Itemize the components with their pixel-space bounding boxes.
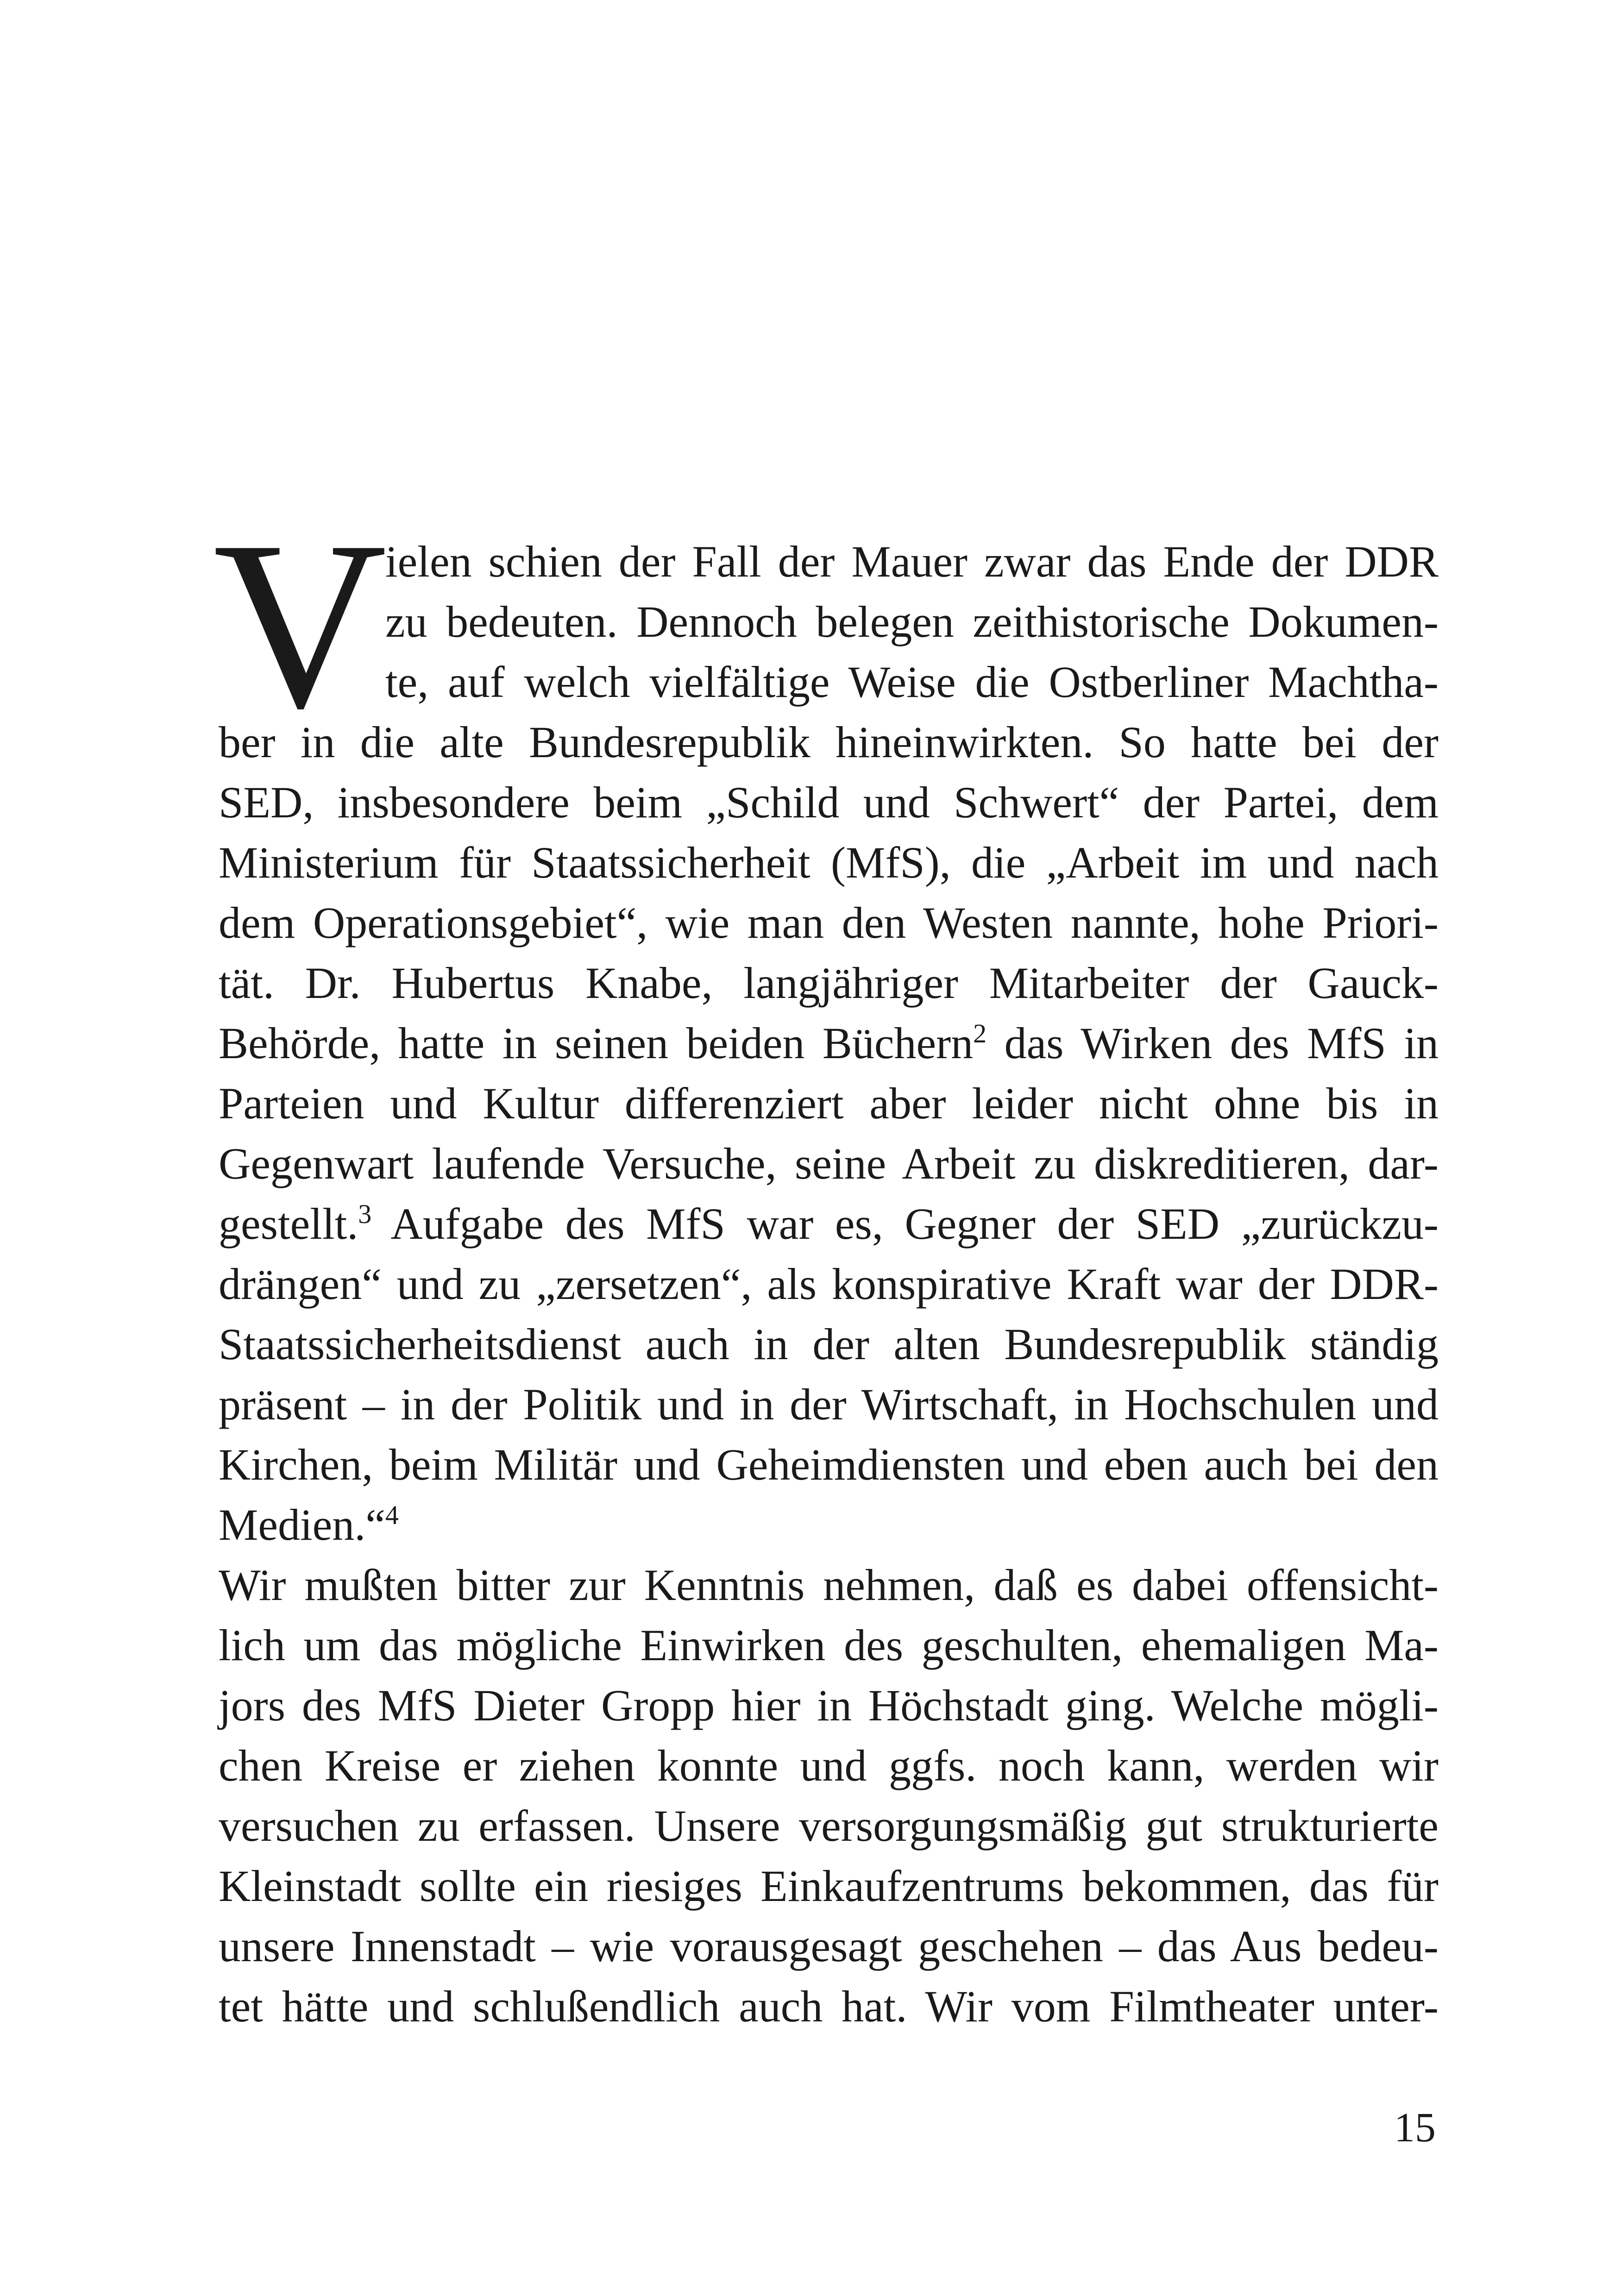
text-line: jors des MfS Dieter Gropp hier in Höchstadt ging. Welche mögli- (219, 1681, 1439, 1730)
page-number: 15 (1394, 2105, 1436, 2151)
text-line: Staatssicherheitsdienst auch in der alten Bundesrepublik ständig (219, 1319, 1439, 1369)
footnote-marker: 4 (385, 1500, 399, 1530)
text-line: gestellt.$^3$ Aufgabe des MfS war es, Gegner der SED „zurückzu- (219, 1199, 1439, 1248)
text-line: Wir mußten bitter zur Kenntnis nehmen, daß es dabei offensicht- (219, 1560, 1439, 1610)
text-line: SED, insbesondere beim „Schild und Schwert“ der Partei, dem (219, 778, 1439, 827)
text-line: tät. Dr. Hubertus Knabe, langjähriger Mitarbeiter der Gauck- (219, 958, 1439, 1008)
text-line: Ministerium für Staatssicherheit (MfS), die „Arbeit im und nach (219, 838, 1439, 887)
footnote-marker: 3 (358, 1199, 372, 1229)
footnote-marker: 2 (973, 1018, 987, 1048)
text-line: Medien.“$^4$ (219, 1500, 399, 1549)
text-line: chen Kreise er ziehen konnte und ggfs. noch kann, werden wir (219, 1741, 1439, 1790)
text-line: Behörde, hatte in seinen beiden Büchern$^2$ das Wirken des MfS in (219, 1018, 1439, 1068)
drop-cap: V (213, 492, 387, 758)
text-line: Parteien und Kultur differenziert aber leider nicht ohne bis in (219, 1079, 1439, 1128)
text-line: te, auf welch vielfältige Weise die Ostberliner Machtha- (385, 657, 1439, 707)
text-line: versuchen zu erfassen. Unsere versorgungsmäßig gut strukturierte (219, 1801, 1439, 1851)
text-line: ielen schien der Fall der Mauer zwar das Ende der DDR (385, 537, 1439, 586)
text-line: Gegenwart laufende Versuche, seine Arbeit zu diskreditieren, dar- (219, 1139, 1439, 1188)
text-line: präsent – in der Politik und in der Wirtschaft, in Hochschulen und (219, 1380, 1439, 1429)
text-line: dem Operationsgebiet“, wie man den Westen nannte, hohe Priori- (219, 898, 1439, 947)
text-line: ber in die alte Bundesrepublik hineinwirkten. So hatte bei der (219, 717, 1439, 767)
text-line: Kirchen, beim Militär und Geheimdiensten und eben auch bei den (219, 1440, 1439, 1489)
text-line: lich um das mögliche Einwirken des geschulten, ehemaligen Ma- (219, 1620, 1439, 1670)
text-line: zu bedeuten. Dennoch belegen zeithistorische Dokumen- (385, 597, 1439, 646)
text-line: tet hätte und schlußendlich auch hat. Wir vom Filmtheater unter- (219, 1982, 1439, 2031)
text-line: unsere Innenstadt – wie vorausgesagt geschehen – das Aus bedeu- (219, 1921, 1439, 1971)
text-line: Kleinstadt sollte ein riesiges Einkaufzentrums bekommen, das für (219, 1861, 1439, 1911)
text-line: drängen“ und zu „zersetzen“, als konspirative Kraft war der DDR- (219, 1259, 1439, 1309)
